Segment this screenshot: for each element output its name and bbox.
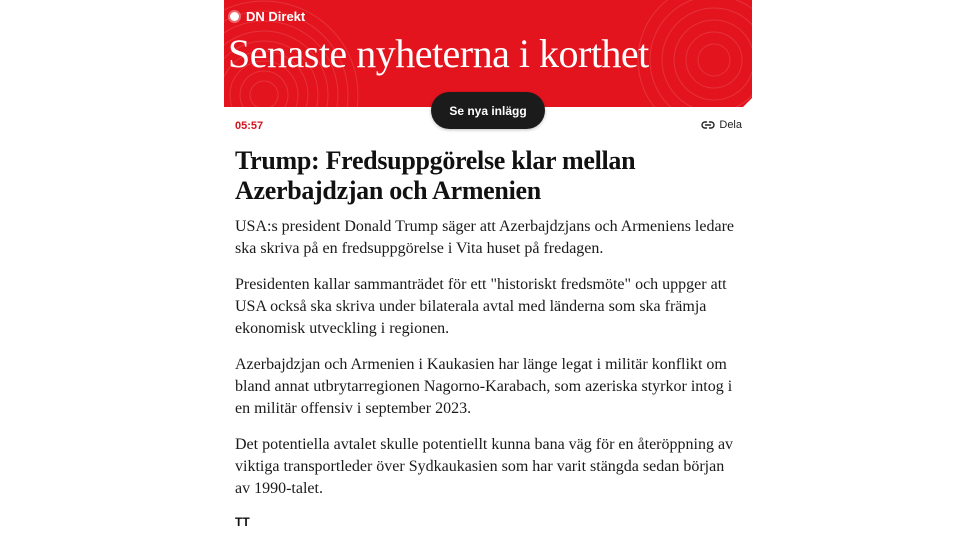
- live-dot-icon: [230, 12, 239, 21]
- post-body: [235, 216, 740, 514]
- link-icon: [701, 120, 715, 130]
- post-headline: Trump: Fredsuppgörelse klar mellan Azerbajdzjan och Armenien: [235, 146, 636, 205]
- share-label: Dela: [719, 119, 742, 131]
- live-indicator: [230, 9, 305, 24]
- post-paragraph: USA:s president Donald Trump säger att Azerbajdzjans och Armeniens ledare ska skriva på en fredsuppgörelse i Vita huset på fredagen.: [235, 218, 734, 257]
- post-byline: TT: [235, 515, 250, 529]
- post-timestamp: 05:57: [235, 120, 264, 132]
- banner-corner-cut: [742, 98, 752, 107]
- share-button[interactable]: [701, 119, 742, 131]
- live-feed-page: [224, 0, 752, 540]
- live-banner: [224, 0, 752, 107]
- page-title: Senaste nyheterna i korthet: [228, 31, 649, 76]
- see-new-posts-button[interactable]: Se nya inlägg: [431, 92, 545, 129]
- live-label: DN Direkt: [246, 9, 306, 24]
- post-paragraph: Presidenten kallar sammanträdet för ett "historiskt fredsmöte" och uppger att USA också ska skriva under bilaterala avtal med länderna som ska främja ekonomisk utveckling i regionen.: [235, 276, 727, 337]
- post-paragraph: Azerbajdzjan och Armenien i Kaukasien har länge legat i militär konflikt om bland annat utbrytarregionen Nagorno-Karabach, som azeriska styrkor intog i en militär offensiv i september 2023.: [235, 356, 733, 417]
- post-paragraph: Det potentiella avtalet skulle potentiellt kunna bana väg för en återöppning av viktiga transportleder över Sydkaukasien som har varit stängda sedan början av 1990-talet.: [235, 436, 734, 497]
